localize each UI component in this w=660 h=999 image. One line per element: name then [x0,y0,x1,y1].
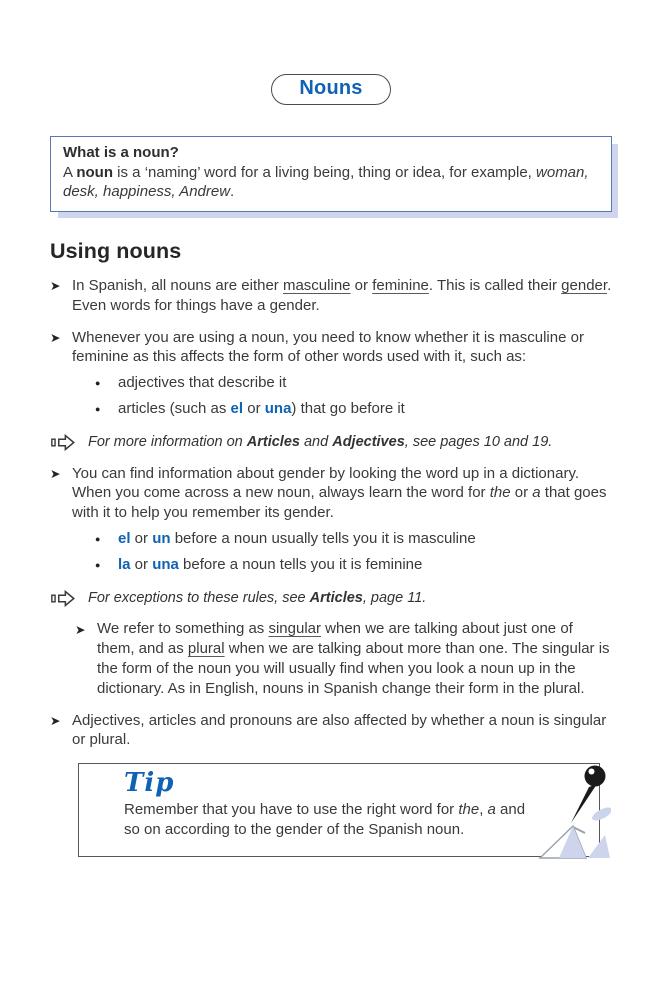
text-segment: gender [561,276,608,294]
text-segment: when we are talking about more than one. The singular is the form of the noun you will usually find when you look a noun up in the dictionary. As in English, nouns in Spanish change their form in the plural. [97,640,610,697]
text-segment: noun [76,163,114,181]
definition-body [63,163,597,202]
note-text [88,433,552,452]
text-segment: Whenever you are using a noun, you need to know whether it is masculine or feminine as this affects the form of other words used with it, such as: [72,328,584,366]
note-text [88,589,426,608]
text-segment: when we are talking about just one of them, and as [97,620,573,658]
dot-bullet-icon: ● [95,559,101,570]
text-segment: articles (such as [118,399,231,417]
text-segment: or [243,399,265,417]
text-segment: Articles [309,589,363,606]
cross-reference-note [50,433,612,452]
bullet-text [97,619,612,698]
text-segment: Adjectives [332,433,405,450]
tip-label: Tip [124,768,175,799]
section-heading: Using nouns [50,238,182,263]
text-segment: In Spanish, all nouns are either [72,276,283,294]
text-segment: , see pages 10 and 19. [404,433,553,450]
text-segment: ) that go before it [291,399,405,417]
text-segment: woman, desk, happiness, Andrew [63,163,589,201]
text-segment: . This is called their [428,276,562,294]
text-segment: and so on according to the gender of the Spanish noun. [124,801,526,838]
folded-corner-graphic [512,817,612,859]
text-segment: or [130,555,153,573]
text-segment: adjectives that describe it [118,374,287,392]
text-segment: singular [268,620,321,638]
text-segment: or [130,529,153,547]
text-segment: . Even words for things have a gender. [72,276,612,314]
text-segment: the [458,801,480,819]
definition-box [50,136,612,212]
text-segment: before a noun tells you it is feminine [178,555,423,573]
sub-bullet-item [50,555,612,575]
sub-bullet-item [50,399,612,419]
text-segment: You can find information about gender by looking the word up in a dictionary. When you come across a new noun, always learn the word for [72,464,579,502]
tip-body [124,800,529,840]
text-segment: the [489,484,511,502]
text-segment: Articles [246,433,300,450]
dot-bullet-icon: ● [95,378,101,389]
sub-bullet-text [118,399,405,419]
bullet-text [72,711,612,751]
arrow-bullet-icon: ➤ [50,467,61,482]
text-segment: or [510,484,533,502]
arrow-bullet-icon: ➤ [50,331,61,346]
bullet-text [72,328,612,368]
dot-bullet-icon: ● [95,533,101,544]
text-segment: a [532,484,541,502]
sub-bullet-text [118,373,286,393]
signpost-arrow-icon [50,434,76,451]
cross-reference-note [50,589,612,608]
text-segment: before a noun usually tells you it is masculine [170,529,476,547]
text-segment: or [350,276,373,294]
bullet-text [72,276,612,316]
page-title-pill [271,74,390,105]
bullet-item [50,328,612,368]
arrow-bullet-icon: ➤ [50,279,61,294]
text-segment: that goes with it to help you remember its gender. [72,484,607,522]
text-segment: feminine [372,276,429,294]
bullet-item [50,711,612,751]
text-segment: is a ‘naming’ word for a living being, thing or idea, for example, [113,163,537,181]
text-segment: . [230,183,235,201]
sub-bullet-text [118,529,476,549]
bullet-item [75,619,612,698]
text-segment: We refer to something as [97,620,269,638]
text-segment: un [152,529,171,547]
page-title: Nouns [299,77,363,99]
sub-bullet-item [50,529,612,549]
text-segment: a [487,801,496,819]
bullet-item [50,276,612,316]
text-segment: la [118,555,131,573]
bullet-text [72,464,612,523]
bullet-item [50,464,612,523]
definition-heading: What is a noun? [63,144,179,161]
arrow-bullet-icon: ➤ [75,622,86,637]
tip-box [78,763,600,857]
sub-bullet-text [118,555,422,575]
text-segment: plural [187,640,225,658]
text-segment: Remember that you have to use the right word for [124,801,459,819]
text-segment: el [230,399,244,417]
text-segment: , [479,801,488,819]
text-segment: For exceptions to these rules, see [88,589,310,606]
signpost-arrow-icon [50,590,76,607]
text-segment: masculine [282,276,351,294]
text-segment: A [63,163,77,181]
text-segment: una [152,555,179,573]
sub-bullet-item [50,373,612,393]
text-segment: , page 11. [362,589,427,606]
dot-bullet-icon: ● [95,403,101,414]
text-segment: For more information on [88,433,247,450]
text-segment: Adjectives, articles and pronouns are also affected by whether a noun is singular or plural. [72,711,607,749]
text-segment: el [118,529,131,547]
text-segment: and [299,433,333,450]
arrow-bullet-icon: ➤ [50,714,61,729]
text-segment: una [264,399,292,417]
